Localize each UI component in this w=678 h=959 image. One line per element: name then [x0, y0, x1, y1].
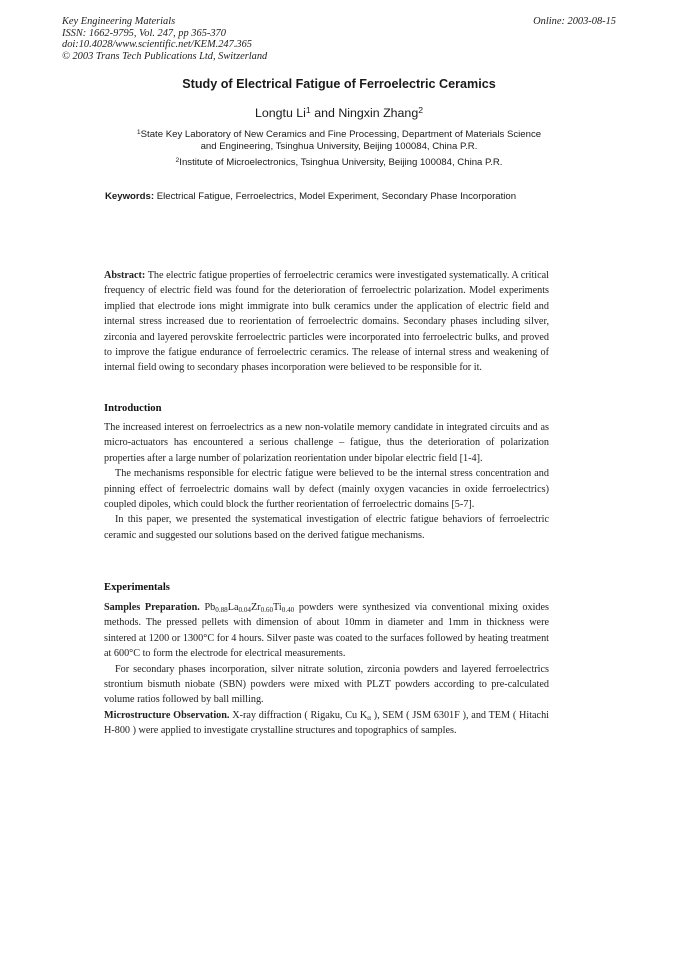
keywords-text: Electrical Fatigue, Ferroelectrics, Model Experiment, Secondary Phase Incorporation	[154, 191, 517, 202]
author-name: Ningxin Zhang	[338, 106, 419, 120]
abstract-label: Abstract:	[104, 270, 146, 281]
paragraph: In this paper, we presented the systematical investigation of electric fatigue behaviors of ferroelectric ceramic and suggested our solutions based on the derived fatigue mechanisms.	[104, 514, 549, 541]
section-heading-introduction: Introduction	[104, 403, 162, 414]
author-separator: and	[310, 106, 339, 120]
experimentals-body	[104, 600, 549, 739]
paragraph	[104, 708, 549, 739]
affiliation-marker: 2	[175, 156, 180, 164]
run-in-heading: Samples Preparation.	[104, 602, 200, 613]
affiliation-text: Institute of Microelectronics, Tsinghua University, Beijing 100084, China P.R.	[179, 157, 503, 168]
affiliation-1	[0, 129, 678, 154]
copyright-line: © 2003 Trans Tech Publications Ltd, Switzerland	[62, 50, 268, 62]
journal-name: Key Engineering Materials	[62, 16, 176, 27]
subscript: α	[367, 713, 371, 722]
paragraph: The increased interest on ferroelectrics as a new non-volatile memory candidate in integrated circuits and as micro-actuators has encountered a serious challenge – fatigue, thus the deterioration of polarization properties after a large number of polarization reorientation under bipolar electric field [1-4].	[104, 422, 549, 464]
affiliation-2	[0, 157, 678, 169]
author-name: Longtu Li	[254, 106, 306, 120]
author-line	[0, 106, 678, 120]
run-in-heading: Microstructure Observation.	[104, 709, 230, 721]
introduction-body	[104, 420, 549, 543]
affiliation-text: State Key Laboratory of New Ceramics and Fine Processing, Department of Materials Science	[140, 129, 542, 140]
chemical-formula: $Pb_{0.88}La_{0.04}Zr_{0.60}Ti_{0.40}$	[204, 602, 295, 614]
paper-title: Study of Electrical Fatigue of Ferroelectric Ceramics	[182, 77, 496, 91]
affiliation-marker: 1	[305, 105, 311, 116]
doi-line[interactable]: doi:10.4028/www.scientific.net/KEM.247.365	[62, 39, 252, 51]
section-heading-experimentals: Experimentals	[104, 582, 170, 593]
affiliation-marker: 2	[418, 105, 424, 116]
affiliation-text: and Engineering, Tsinghua University, Beijing 100084, China P.R.	[200, 141, 478, 153]
issn-line: ISSN: 1662-9795, Vol. 247, pp 365-370	[62, 27, 226, 39]
keywords	[105, 191, 585, 202]
affiliation-marker: 1	[136, 128, 141, 136]
keywords-label: Keywords:	[105, 191, 155, 202]
paragraph-text: powders were synthesized via conventional mixing oxides methods. The pressed pellets with dimension of about 10mm in diameter and 1mm in thickness were sintered at 1200 or 1300°C for 4 hours. Silver paste was coated to the surfaces followed by heating treatment at 600°C to form the electrode for electrical measurements.	[104, 602, 550, 660]
paragraph-text: ), SEM ( JSM 6301F ), and TEM ( Hitachi H-800 ) were applied to investigate crystalline structures and topographics of samples.	[104, 709, 549, 737]
online-date: Online: 2003-08-15	[533, 16, 616, 27]
paragraph: For secondary phases incorporation, silver nitrate solution, zirconia powders and layered ferroelectrics strontium bismuth niobate (SBN) powders were mixed with PLZT powders according to pre-calculated volume ratios followed by ball milling.	[104, 663, 549, 706]
paragraph	[104, 600, 549, 662]
abstract-text: The electric fatigue properties of ferroelectric ceramics were investigated systematically. A critical frequency of electric field was found for the deterioration of ferroelectric polarization. Model experiments implied that electrode ions might immigrate into bulk ceramics under the application of electric field and internal stress increased due to reorientation of ferroelectric domains. Secondary phases including silver, zirconia and layered perovskite ferroelectric particles were incorporated into ferroelectric bulks, and proved to improve the fatigue endurance of ferroelectric ceramics. The release of internal stress and weakening of internal field owing to secondary phases incorporation were believed to be responsible for it.	[104, 270, 549, 374]
abstract	[104, 268, 549, 376]
journal-header	[62, 16, 267, 62]
paragraph: The mechanisms responsible for electric fatigue were believed to be the internal stress concentration and pinning effect of ferroelectric domains wall by defect (mainly oxygen vacancies in oxide ferroelectrics) coupled dipoles, which could block the further reorientation of ferroelectric domains [5-7].	[104, 468, 549, 511]
paragraph-text: X-ray diffraction ( Rigaku, Cu K	[229, 709, 368, 721]
